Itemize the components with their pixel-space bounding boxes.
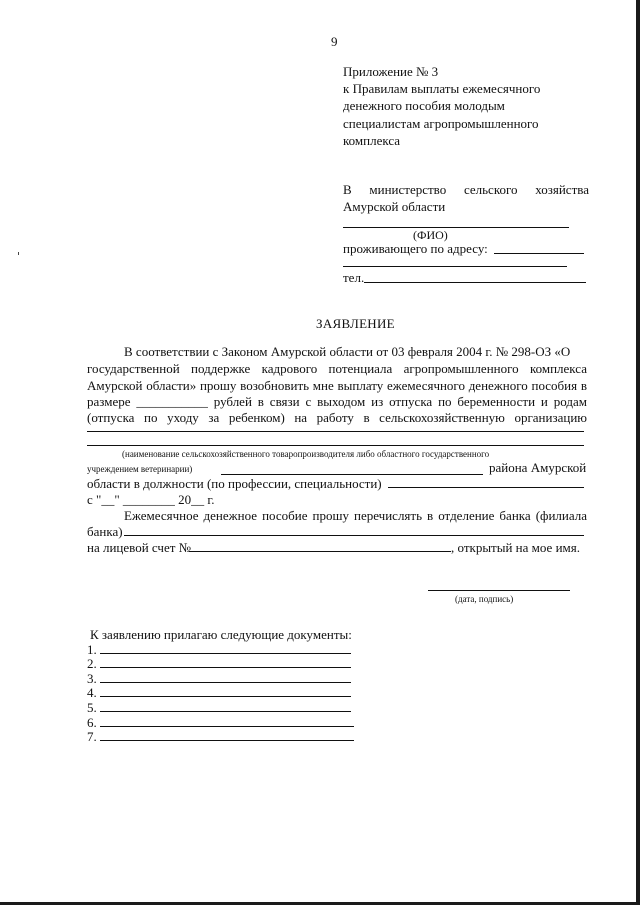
appendix-line: специалистам агропромышленного xyxy=(343,116,539,131)
signature-caption: (дата, подпись) xyxy=(455,594,514,604)
paragraph-line: Амурской области» прошу возобновить мне выплату ежемесячного денежного пособия в xyxy=(87,378,587,393)
attachment-number: 2. xyxy=(87,656,97,671)
appendix-line: Приложение № 3 xyxy=(343,64,439,79)
addressee-word: В xyxy=(343,182,352,197)
address-field-line2[interactable] xyxy=(343,266,567,267)
attachment-field[interactable] xyxy=(100,696,351,697)
addressee-word: сельского xyxy=(463,182,518,197)
attachment-field[interactable] xyxy=(100,682,351,683)
attachment-number: 1. xyxy=(87,642,97,657)
attachment-number: 3. xyxy=(87,671,97,686)
account-field[interactable] xyxy=(189,551,451,552)
addressee-word: хозяйства xyxy=(535,182,589,197)
organization-field[interactable] xyxy=(87,431,584,432)
appendix-line: комплекса xyxy=(343,133,401,148)
attachments-heading: К заявлению прилагаю следующие документы: xyxy=(90,627,352,642)
scan-edge-right xyxy=(636,0,640,905)
scan-speck xyxy=(18,252,19,255)
addressee-region: Амурской области xyxy=(343,199,446,214)
paragraph-line: В соответствии с Законом Амурской области от 03 февраля 2004 г. № 298-ОЗ «О xyxy=(124,344,571,359)
phone-label: тел. xyxy=(343,270,365,285)
organization-field-line2[interactable] xyxy=(87,445,584,446)
district-label: района Амурской xyxy=(489,460,587,475)
paragraph-line: Ежемесячное денежное пособие прошу перечислять в отделение банка (филиала xyxy=(124,508,587,523)
bank-label: банка) xyxy=(87,524,123,539)
attachment-number: 6. xyxy=(87,715,97,730)
appendix-line: к Правилам выплаты ежемесячного xyxy=(343,81,541,96)
organization-caption: (наименование сельскохозяйственного товаропроизводителя либо областного государственного xyxy=(122,449,490,459)
address-field[interactable] xyxy=(494,253,584,254)
position-field[interactable] xyxy=(388,487,584,488)
account-label: на лицевой счет № xyxy=(87,540,192,555)
attachment-number: 5. xyxy=(87,700,97,715)
bank-field[interactable] xyxy=(124,535,584,536)
document-title: ЗАЯВЛЕНИЕ xyxy=(316,316,395,331)
organization-caption: учреждением ветеринарии) xyxy=(87,464,193,474)
account-suffix: , открытый на мое имя. xyxy=(451,540,580,555)
page-number: 9 xyxy=(331,34,338,49)
signature-field[interactable] xyxy=(428,590,570,591)
from-date: с "__" ________ 20__ г. xyxy=(87,492,215,507)
fio-field[interactable] xyxy=(343,227,569,228)
addressee-word: министерство xyxy=(369,182,447,197)
paragraph-line: размере ___________ рублей в связи с выходом из отпуска по беременности и родам xyxy=(87,394,587,409)
paragraph-line: (отпуска по уходу за ребенком) на работу в сельскохозяйственную организацию xyxy=(87,410,587,425)
paragraph-line: государственной поддержке кадрового потенциала агропромышленного комплекса xyxy=(87,361,587,376)
phone-field[interactable] xyxy=(364,282,586,283)
appendix-line: денежного пособия молодым xyxy=(343,98,505,113)
attachment-field[interactable] xyxy=(100,667,351,668)
attachment-field[interactable] xyxy=(100,726,354,727)
attachment-field[interactable] xyxy=(100,711,351,712)
fio-caption: (ФИО) xyxy=(413,228,448,242)
addressee-line xyxy=(343,182,589,198)
address-label: проживающего по адресу: xyxy=(343,241,488,256)
attachment-number: 7. xyxy=(87,729,97,744)
attachment-number: 4. xyxy=(87,685,97,700)
position-label: области в должности (по профессии, специальности) xyxy=(87,476,382,491)
district-field[interactable] xyxy=(221,474,483,475)
attachment-field[interactable] xyxy=(100,653,351,654)
attachment-field[interactable] xyxy=(100,740,354,741)
